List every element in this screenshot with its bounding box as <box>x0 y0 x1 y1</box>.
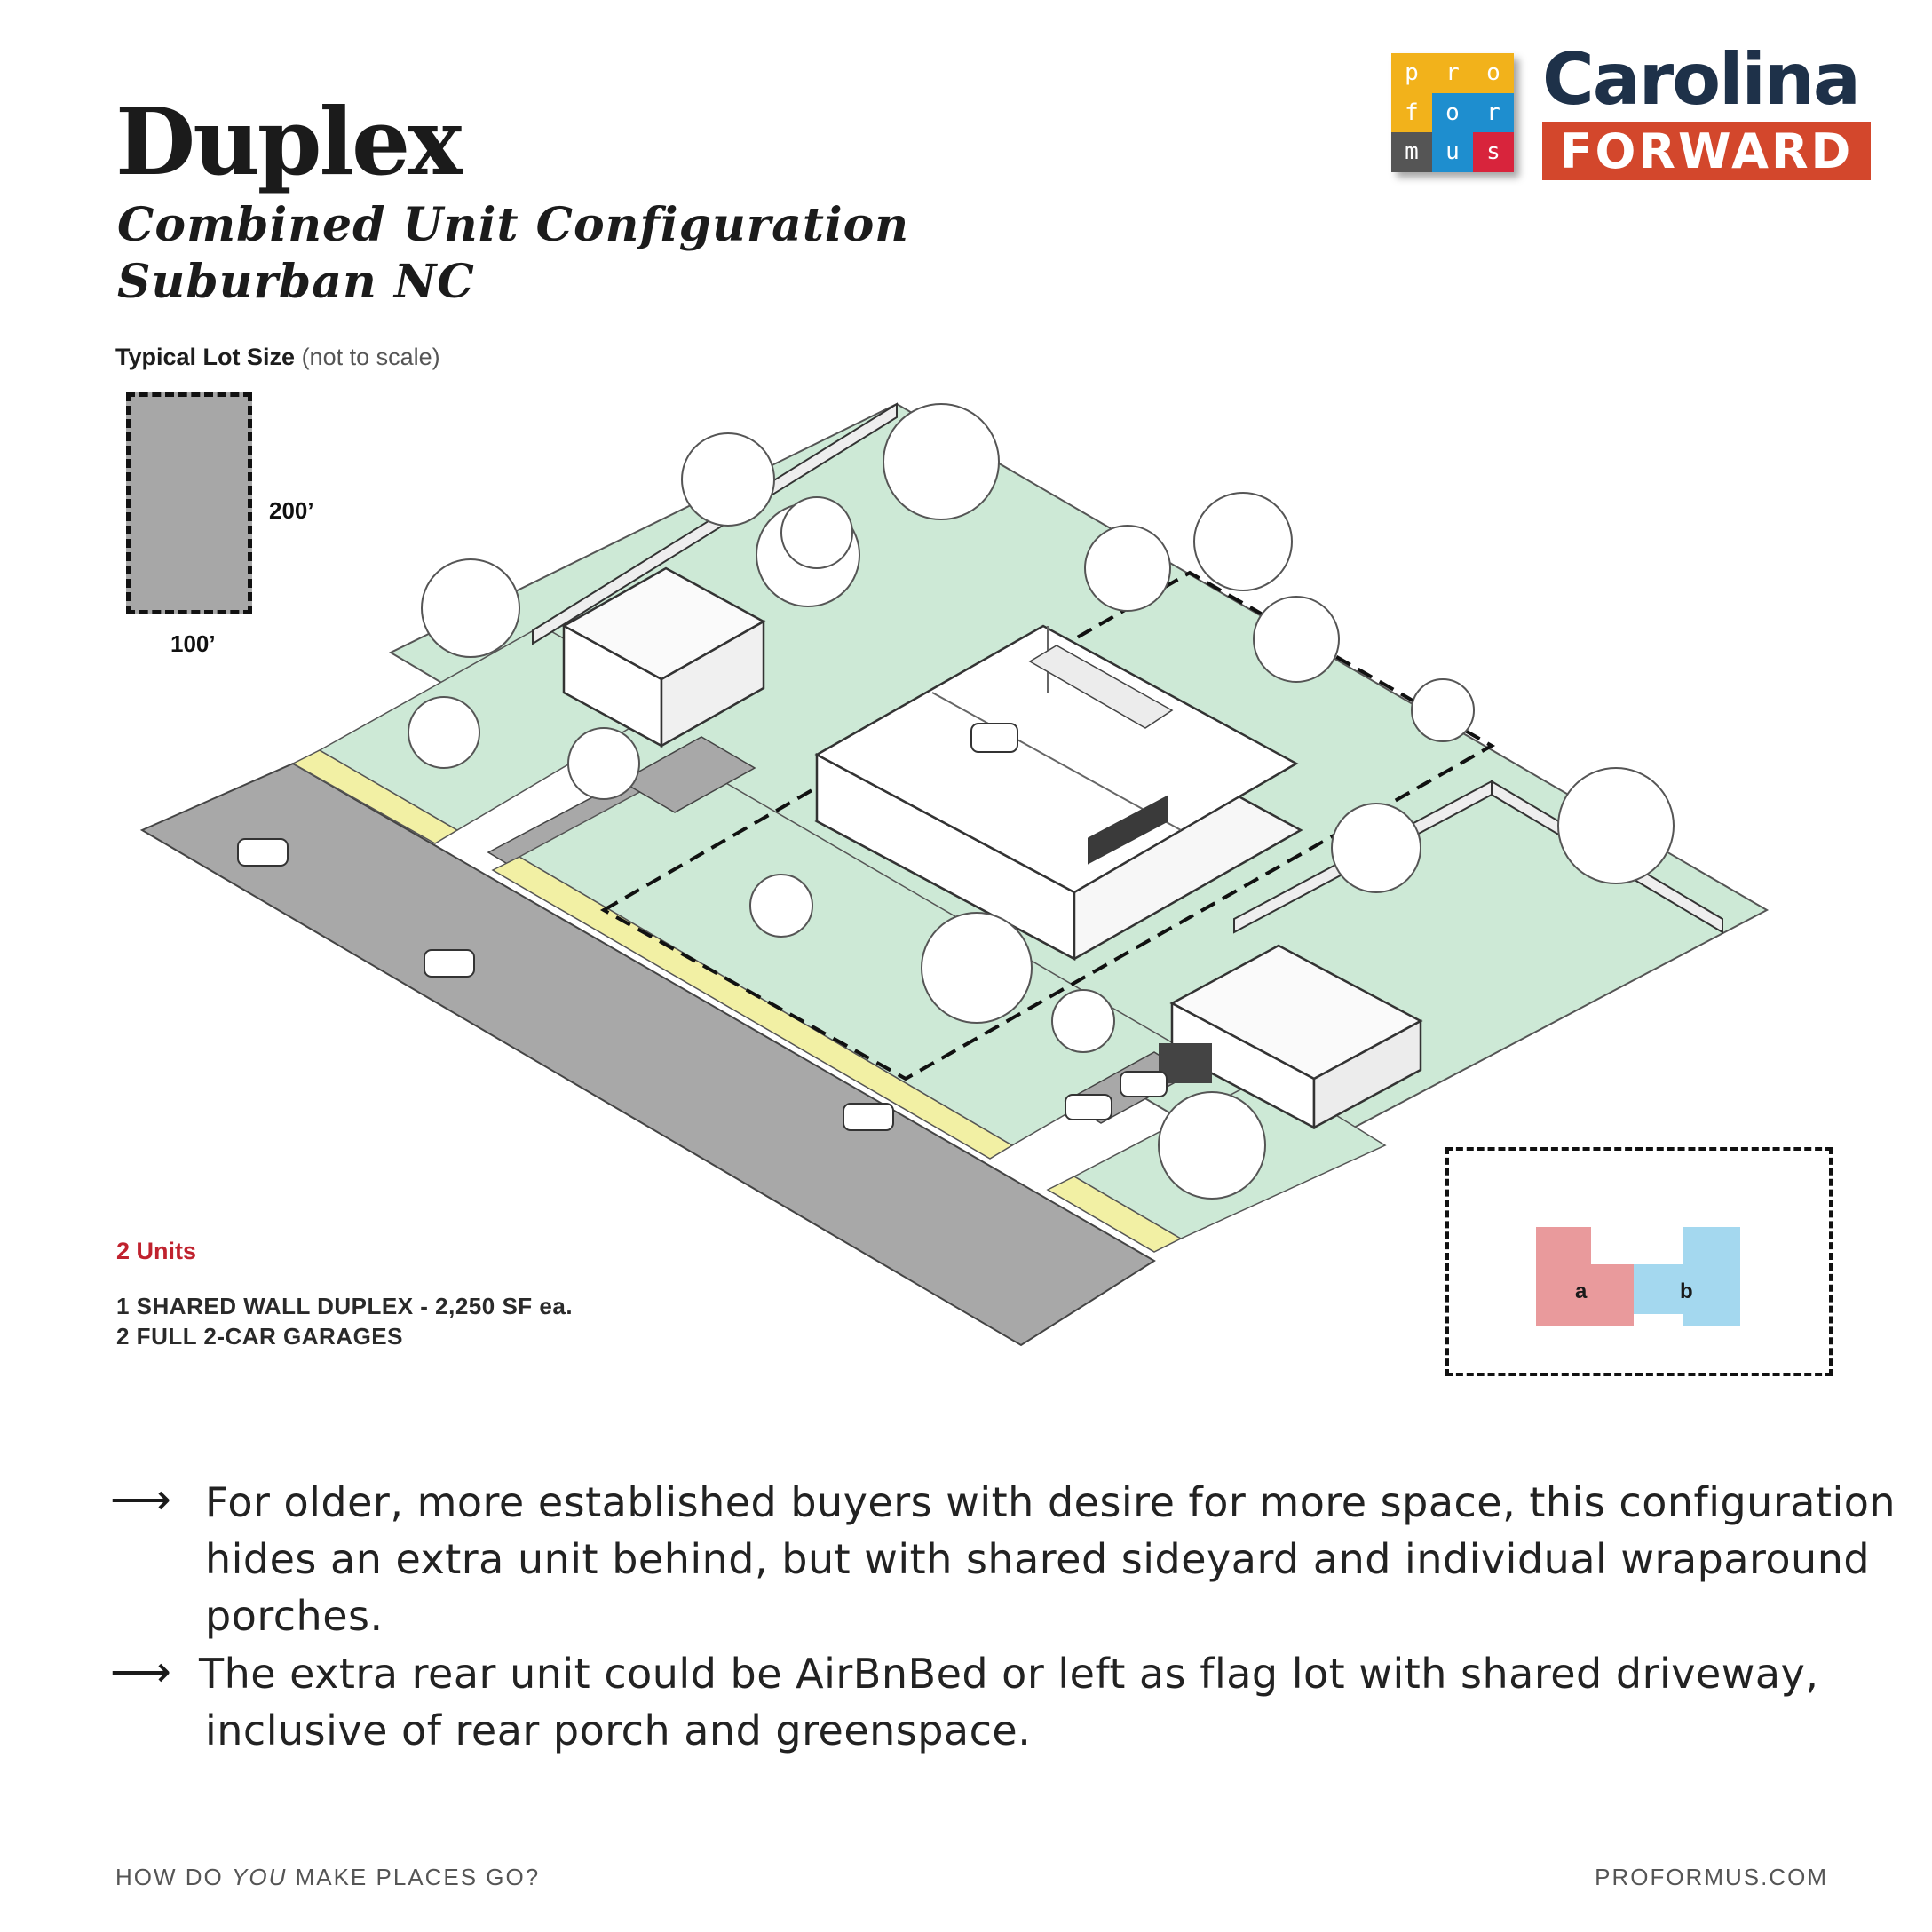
bullet-1-line-2: hides an extra unit behind, but with shared sideyard and individual wraparound <box>205 1535 1871 1583</box>
units-count: 2 Units <box>116 1238 197 1264</box>
unit-a-label: a <box>1575 1279 1588 1303</box>
logo-letter-cell: s <box>1473 132 1514 172</box>
bullet-2-line-1: The extra rear unit could be AirBnBed or left as flag lot with shared driveway, <box>199 1650 1819 1698</box>
logo-letter-cell: u <box>1432 132 1473 172</box>
subtitle-location: Suburban NC <box>117 255 475 309</box>
bullet-arrow-2: ⟶ <box>110 1649 171 1696</box>
logo-letter-cell: o <box>1432 93 1473 133</box>
logo-letter-cell: r <box>1432 53 1473 93</box>
unit-a-shape <box>1536 1227 1634 1326</box>
lot-depth-label: 200’ <box>269 497 314 524</box>
footer-tagline <box>115 1864 540 1891</box>
subtitle-configuration: Combined Unit Configuration <box>117 198 910 252</box>
logo-letter-cell: o <box>1473 53 1514 93</box>
lot-width-label: 100’ <box>170 630 216 657</box>
logo-letter-cell: p <box>1391 53 1432 93</box>
bullet-2-line-2: inclusive of rear porch and greenspace. <box>205 1706 1032 1754</box>
bullet-1-line-1: For older, more established buyers with desire for more space, this configuration <box>205 1478 1896 1526</box>
footer-tagline-post: MAKE PLACES GO? <box>287 1864 541 1890</box>
footer-tagline-em: YOU <box>232 1864 288 1890</box>
lot-size-diagram <box>126 392 252 614</box>
page-title: Duplex <box>115 87 461 196</box>
unit-b-shape <box>1634 1227 1740 1326</box>
lot-size-label <box>115 344 440 371</box>
unit-b-label: b <box>1680 1279 1693 1303</box>
logo-letter-cell: f <box>1391 93 1432 133</box>
unit-plan-shapes <box>1527 1225 1758 1332</box>
bullet-1-line-3: porches. <box>205 1592 384 1640</box>
proformus-logo <box>1391 53 1514 172</box>
brand-tag: FORWARD <box>1542 122 1871 180</box>
spec-duplex: 1 SHARED WALL DUPLEX - 2,250 SF ea. <box>116 1293 574 1319</box>
bullet-arrow-1: ⟶ <box>110 1477 171 1524</box>
lot-size-note: (not to scale) <box>301 344 440 370</box>
lot-size-title: Typical Lot Size <box>115 344 296 370</box>
footer-tagline-pre: HOW DO <box>115 1864 232 1890</box>
spec-garages: 2 FULL 2-CAR GARAGES <box>116 1323 403 1350</box>
logo-letter-cell: r <box>1473 93 1514 133</box>
logo-letter-cell: m <box>1391 132 1432 172</box>
bullet-1 <box>205 1474 1896 1644</box>
bullet-2 <box>199 1645 1818 1759</box>
footer-website[interactable]: PROFORMUS.COM <box>1595 1864 1828 1890</box>
brand-name: Carolina <box>1542 38 1859 121</box>
